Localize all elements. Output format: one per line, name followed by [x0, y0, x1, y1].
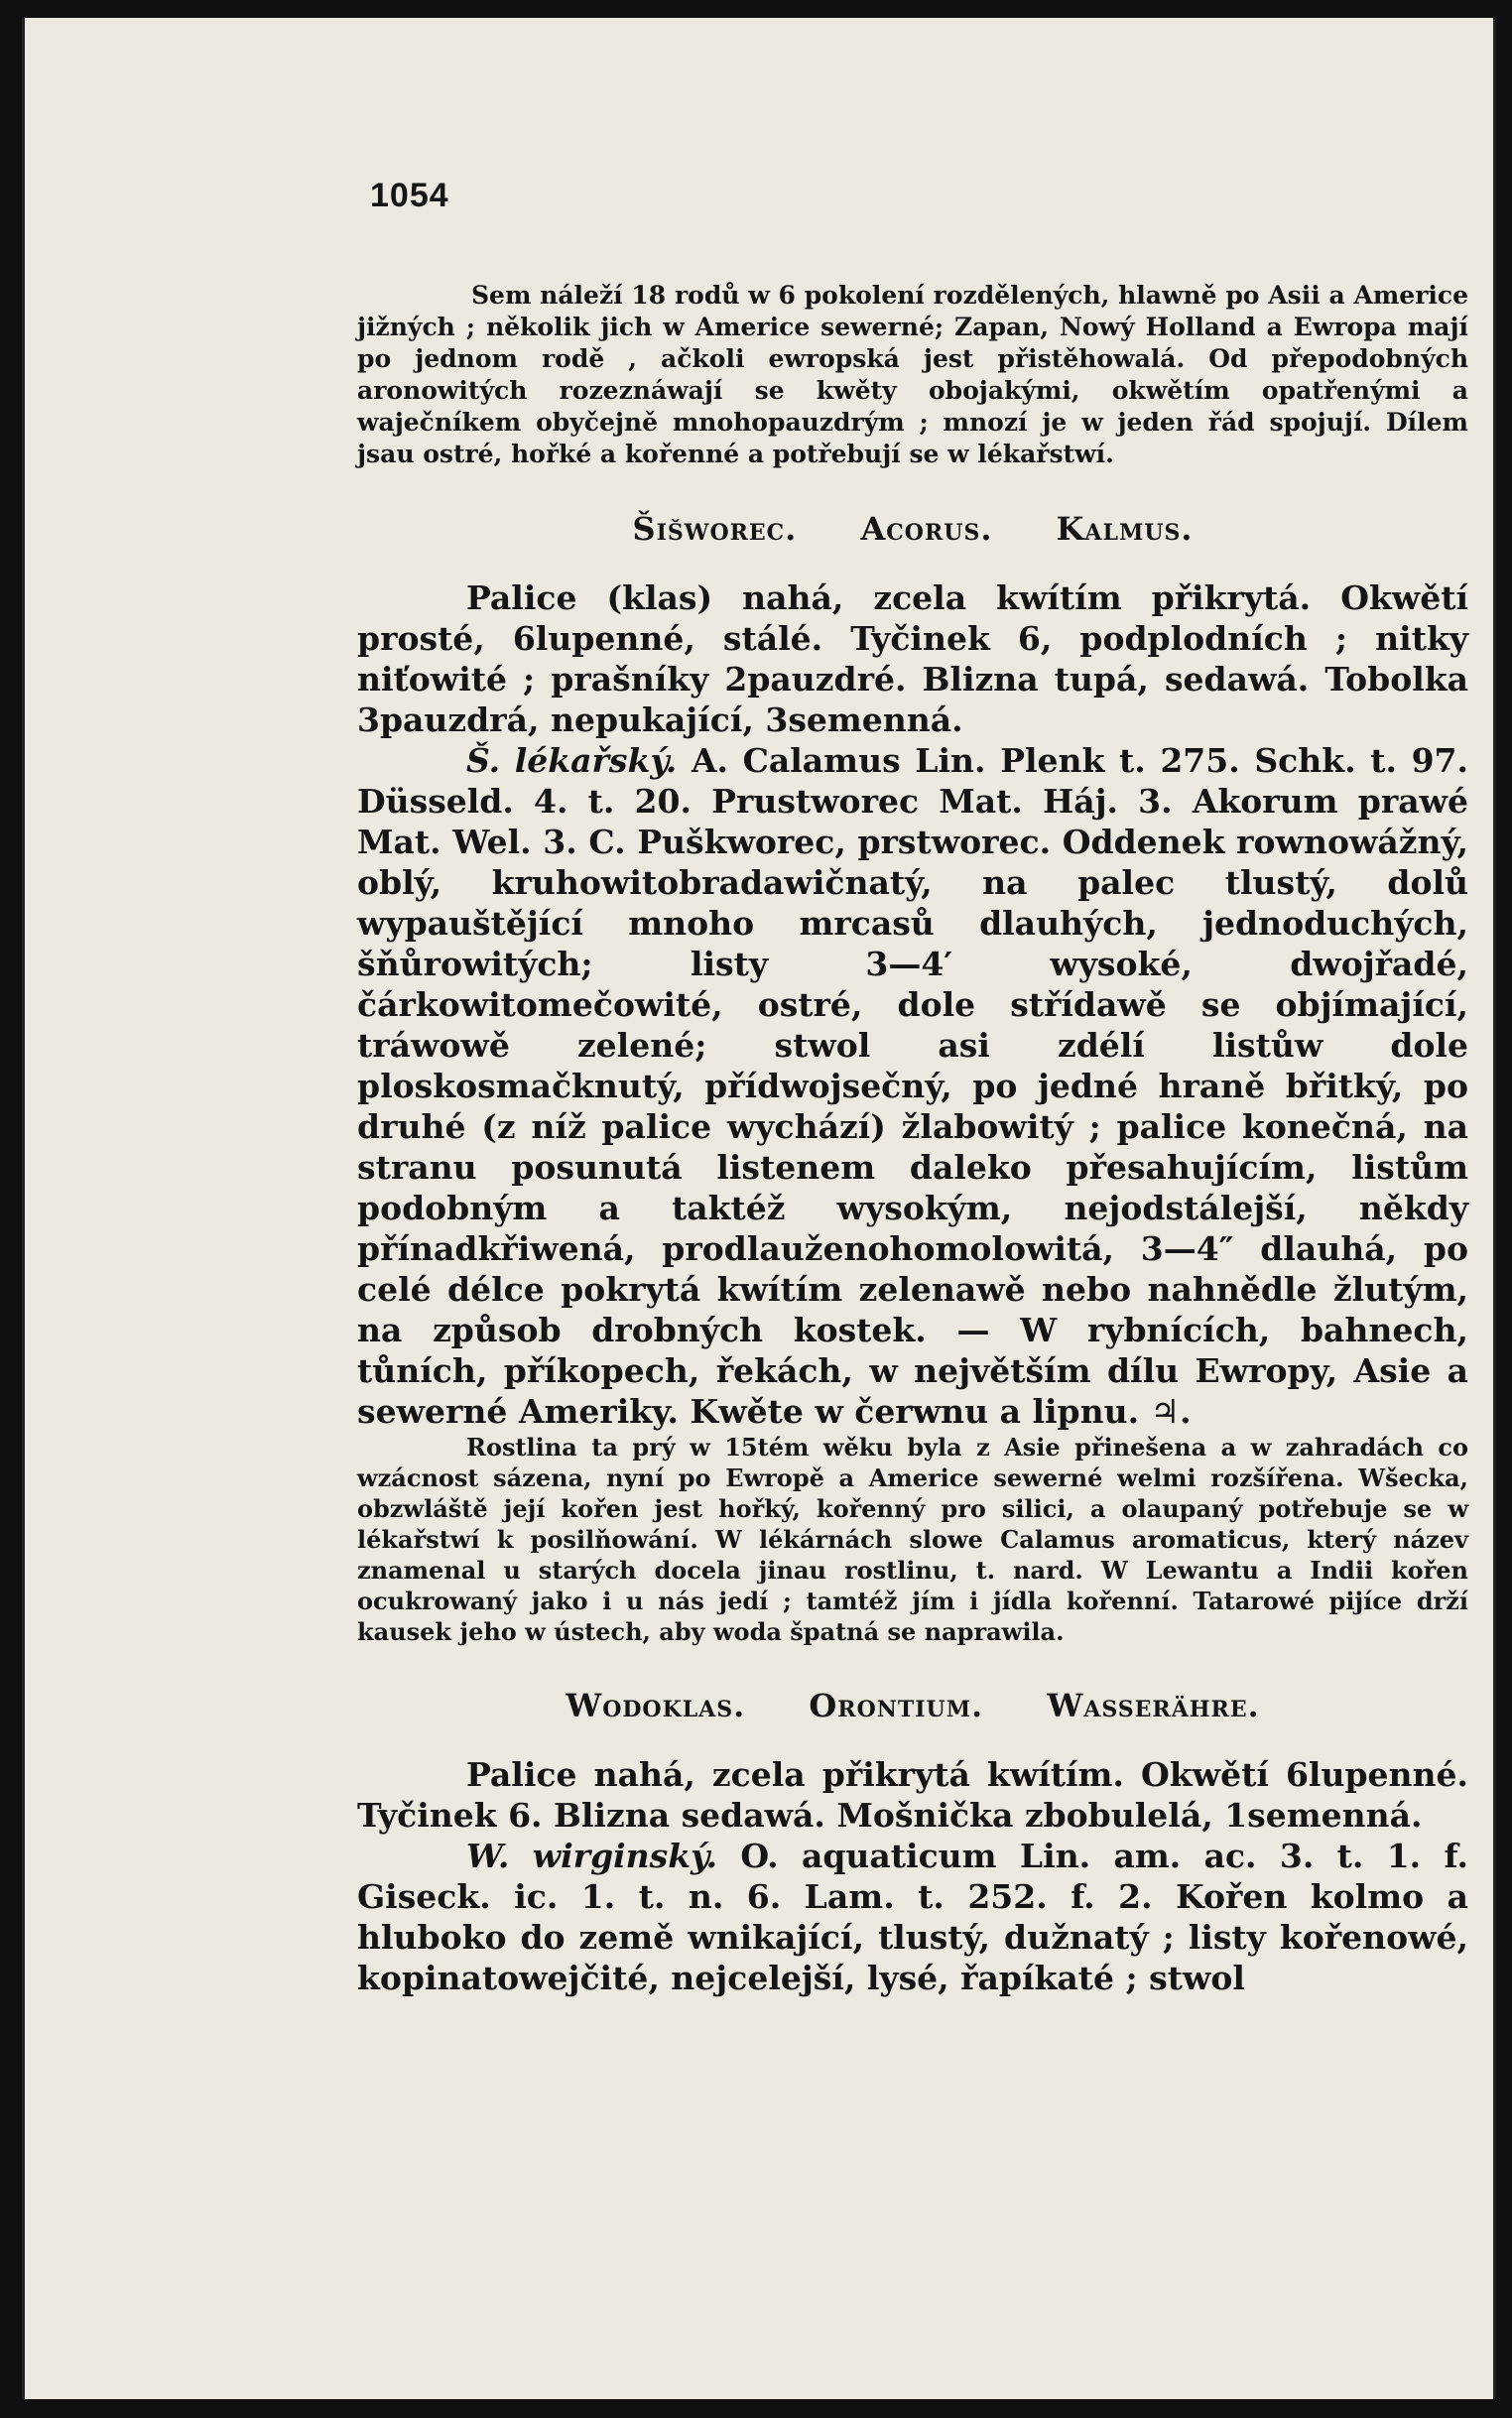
genus-name-czech: Šišworec. — [632, 510, 798, 548]
genus-heading-acorus — [357, 510, 1468, 548]
species-entry-acorus — [357, 740, 1468, 1432]
species-name: Š. lékařský. — [466, 741, 678, 780]
book-page — [22, 18, 1496, 2399]
species-entry-orontium — [357, 1836, 1468, 1998]
genus-description-orontium: Palice nahá, zcela přikrytá kwítím. Okwětí 6lupenné. Tyčinek 6. Blizna sedawá. Mošnička zbobulelá, 1semenná. — [357, 1755, 1468, 1835]
species-body: Oddenek rownowážný, oblý, kruhowitobradawičnatý, na palec tlustý, dolů wypauštějící mnoho mrcasů dlauhých, jednoduchých, šňůrowitých; listy 3—4′ wysoké, dwojřadé, čárkowitomečowité, ostré, dole střídawě se objímající, tráwowě zelené; stwol asi zdélí listůw dole ploskosmačknutý, přídwojsečný, po jedné hraně břitký, po druhé (z níž palice wychází) žlabowitý ; palice konečná, na stranu posunutá listenem daleko přesahujícím, listům podobným a taktéž wysokým, nejodstálejší, někdy přínadkřiwená, prodlauženohomolowitá, 3—4″ dlauhá, po celé délce pokrytá kwítím zelenawě nebo nahnědle žlutým, na způsob drobných kostek. — W rybnících, bahnech, tůních, příkopech, řekách, w největším dílu Ewropy, Asie a sewerné Ameriky. Kwěte w čerwnu a lipnu. ♃. — [357, 823, 1468, 1431]
genus-description-acorus: Palice (klas) nahá, zcela kwítím přikrytá. Okwětí prosté, 6lupenné, stálé. Tyčinek 6, podplodních ; nitky niťowité ; prašníky 2pauzdré. Blizna tupá, sedawá. Tobolka 3pauzdrá, nepukající, 3semenná. — [357, 578, 1468, 739]
species-note-acorus: Rostlina ta prý w 15tém wěku byla z Asie přinešena a w zahradách co wzácnost sázena, nyní po Ewropě a Americe sewerné welmi rozšířena. Wšecka, obzwláště její kořen jest hořký, kořenný pro silici, a olaupaný potřebuje se w lékařstwí k posilňowání. W lékárnách slowe Calamus aromaticus, který název znamenal u starých docela jinau rostlinu, t. nard. W Lewantu a Indii kořen ocukrowaný jako i u nás jedí ; tamtéž jím i jídla kořenní. Tatarowé pijíce drží kausek jeho w ústech, aby woda špatná se naprawila. — [357, 1433, 1468, 1646]
page-content — [357, 177, 1468, 1998]
family-intro: Sem náleží 18 rodů w 6 pokolení rozdělených, hlawně po Asii a Americe jižných ; několik jich w Americe sewerné; Zapan, Nowý Holland a Ewropa mají po jednom rodě , ačkoli ewropská jest přistěhowalá. Od přepodobných aronowitých rozeznáwají se kwěty obojakými, okwětím opatřenými a waječníkem obyčejně mnohopauzdrým ; mnozí je w jeden řád spojují. Dílem jsau ostré, hořké a kořenné a potřebují se w lékařstwí. — [357, 281, 1468, 468]
page-number: 1054 — [370, 177, 449, 214]
species-synonyms: A. Calamus Lin. Plenk t. 275. Schk. t. 97. Düsseld. 4. t. 20. Prustworec Mat. Háj. 3. Akorum prawé Mat. Wel. 3. C. Puškworec, prstworec. — [357, 741, 1468, 861]
genus-name-czech: Wodoklas. — [566, 1687, 746, 1724]
genus-heading-orontium — [357, 1687, 1468, 1724]
genus-name-german: Wasserähre. — [1047, 1687, 1260, 1724]
species-name: W. wirginský. — [466, 1837, 717, 1875]
species-body: Kořen kolmo a hluboko do země wnikající, tlustý, dužnatý ; listy kořenowé, kopinatowejčité, nejcelejší, lysé, řapíkaté ; stwol — [357, 1877, 1468, 1997]
genus-name-latin: Orontium. — [809, 1687, 984, 1724]
species-synonyms: O. aquaticum Lin. am. ac. 3. t. 1. f. Giseck. ic. 1. t. n. 6. Lam. t. 252. f. 2. — [357, 1837, 1468, 1916]
genus-name-latin: Acorus. — [860, 510, 993, 548]
genus-name-german: Kalmus. — [1056, 510, 1194, 548]
